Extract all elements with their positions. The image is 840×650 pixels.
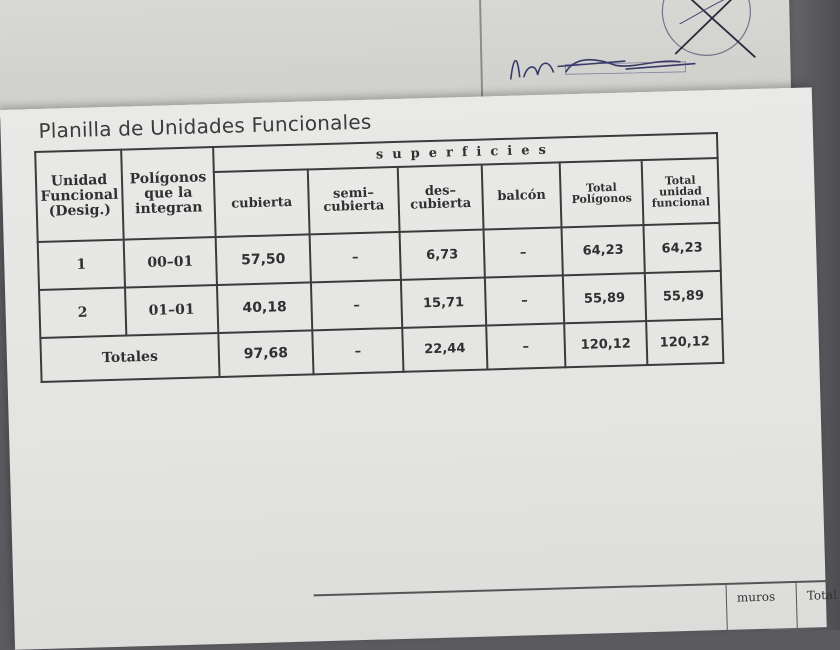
header-total-unidad-line-2: unidad (659, 184, 703, 199)
cell-total-unidad: 64,23 (643, 223, 720, 273)
cell-poligonos: 01–01 (125, 285, 218, 336)
totals-label: Totales (40, 333, 219, 382)
total-total-unidad: 120,12 (646, 319, 723, 365)
sheet-divider-line (479, 0, 483, 108)
header-descubierta (398, 164, 484, 232)
cell-total-poligonos: 64,23 (561, 225, 644, 275)
header-semicubierta-line-2: cubierta (323, 198, 385, 216)
bottom-label-muros: muros (736, 589, 776, 605)
header-poligonos-line-3: integran (134, 198, 203, 217)
header-total-poligonos-line-1: Total (585, 181, 617, 195)
total-balcon: – (486, 323, 565, 369)
total-descubierta: 22,44 (402, 326, 487, 372)
total-cubierta: 97,68 (218, 330, 313, 377)
page-title: Planilla de Unidades Funcionales (38, 109, 372, 143)
units-table (34, 132, 724, 383)
total-semicubierta: – (312, 328, 403, 374)
cell-descubierta: 15,71 (401, 278, 486, 328)
bottom-cell-total (796, 581, 840, 628)
cell-semicubierta: – (311, 280, 402, 330)
bottom-label-total: Total (806, 587, 838, 603)
cell-cubierta: 57,50 (216, 234, 311, 285)
header-total-unidad-line-3: funcional (651, 194, 711, 210)
cell-unidad: 1 (38, 240, 125, 290)
header-total-poligonos-line-2: Polígonos (571, 191, 632, 207)
total-total-poligonos: 120,12 (564, 321, 647, 367)
cell-descubierta: 6,73 (400, 230, 485, 280)
header-unidad-line-2: Funcional (40, 186, 119, 205)
cell-balcon: – (485, 275, 564, 325)
header-descubierta-line-2: cubierta (410, 196, 472, 213)
header-poligonos-line-1: Polígonos (129, 168, 207, 187)
document-sheet (0, 87, 838, 649)
cell-cubierta: 40,18 (217, 282, 312, 333)
cell-poligonos: 00–01 (124, 237, 217, 288)
header-descubierta-line-1: des– (424, 183, 457, 200)
header-unidad (35, 150, 123, 242)
cell-balcon: – (484, 227, 563, 277)
header-poligonos (121, 147, 215, 240)
header-cubierta: cubierta (214, 169, 310, 237)
header-total-unidad-line-1: Total (664, 173, 696, 188)
header-semicubierta-line-1: semi– (332, 185, 375, 202)
cell-total-poligonos: 55,89 (563, 273, 646, 323)
bottom-table-fragment (314, 580, 838, 642)
cell-total-unidad: 55,89 (645, 271, 722, 321)
stamp-seal (643, 0, 765, 75)
header-poligonos-line-2: que la (144, 184, 193, 202)
header-superficies: superficies (213, 133, 717, 172)
header-total-unidad (642, 158, 720, 226)
header-semicubierta (308, 166, 400, 234)
bottom-cell-muros (726, 583, 798, 630)
header-unidad-line-1: Unidad (50, 171, 108, 190)
cell-semicubierta: – (310, 232, 401, 282)
header-unidad-line-3: (Desig.) (48, 201, 112, 220)
cell-unidad: 2 (39, 288, 126, 338)
header-balcon: balcón (482, 162, 562, 230)
header-total-poligonos (560, 160, 644, 228)
